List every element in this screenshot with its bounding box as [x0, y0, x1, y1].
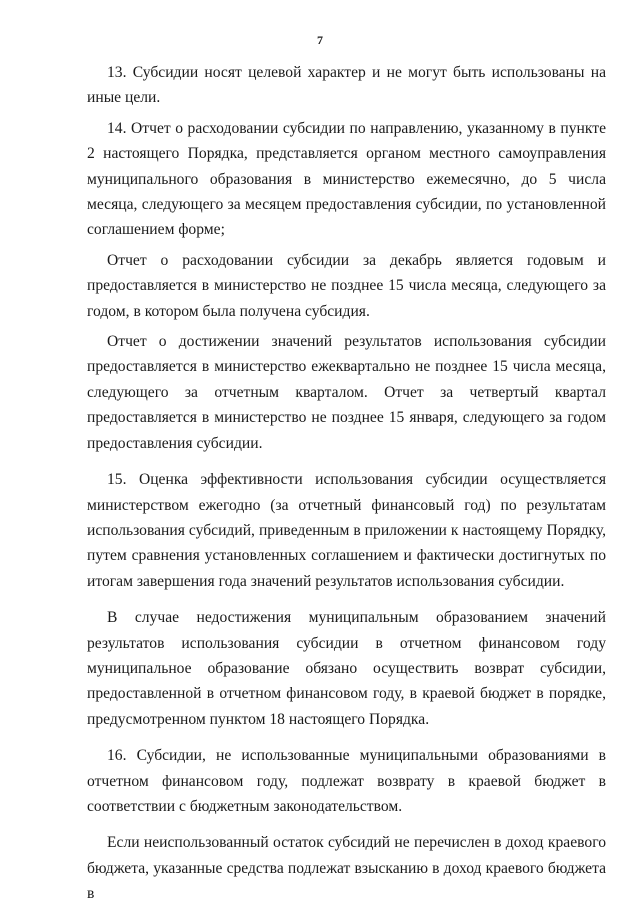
document-body — [87, 60, 606, 912]
paragraph-15: 15. Оценка эффективности использования субсидии осуществляется министерством ежегодно (за отчетный финансовый год) по результатам использования субсидий, приведенным в приложении к настоящему Порядку, путем сравнения установленных соглашением и фактически достигнутых по итогам завершения года значений результатов использования субсидии. — [87, 471, 606, 590]
paragraph-annual-report: Отчет о расходовании субсидии за декабрь является годовым и предоставляется в министерство не позднее 15 числа месяца, следующего за годом, в котором была получена субсидия. — [87, 251, 606, 320]
paragraph-14: 14. Отчет о расходовании субсидии по направлению, указанному в пункте 2 настоящего Порядка, представляется органом местного самоуправления муниципального образования в министерство ежемесячно, до 5 числа месяца, следующего за месяцем предоставления субсидии, по установленной соглашением форме; — [87, 119, 606, 239]
page-number: 7 — [317, 33, 323, 47]
paragraph-16: 16. Субсидии, не использованные муниципальными образованиями в отчетном финансовом году, подлежат возврату в краевой бюджет в соответствии с бюджетным законодательством. — [87, 747, 606, 815]
paragraph-13: 13. Субсидии носят целевой характер и не могут быть использованы на иные цели. — [87, 64, 606, 107]
paragraph-unused-balance: Если неиспользованный остаток субсидий не перечислен в доход краевого бюджета, указанные средства подлежат взысканию в доход краевого бюджета в — [87, 834, 606, 903]
paragraph-results-report: Отчет о достижении значений результатов использования субсидии предоставляется в министерство ежеквартально не позднее 15 числа месяца, следующего за отчетным кварталом. Отчет за четвертый квартал предоставляется в министерство не позднее 15 января, следующего за годом предоставления субсидии. — [87, 333, 606, 452]
paragraph-non-achievement: В случае недостижения муниципальным образованием значений результатов использования субсидии в отчетном финансовом году муниципальное образование обязано осуществить возврат субсидии, предоставленной в отчетном финансовом году, в краевой бюджет в порядке, предусмотренном пунктом 18 настоящего Порядка. — [87, 609, 606, 728]
